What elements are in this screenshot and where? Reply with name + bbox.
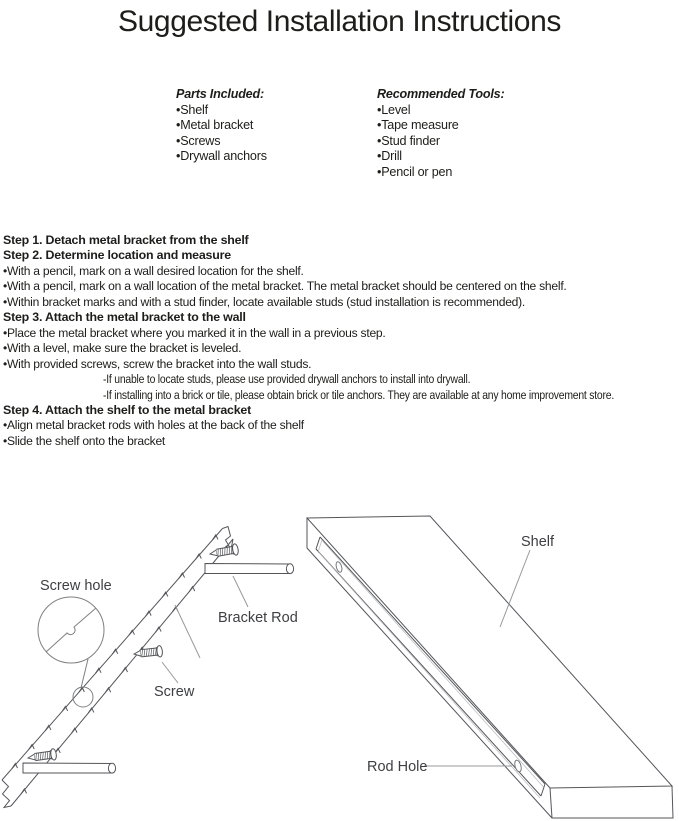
steps-section — [3, 233, 679, 449]
tools-list-item: •Drill — [377, 149, 402, 164]
screw-hole-label: Screw hole — [40, 578, 112, 594]
tools-list-item: •Pencil or pen — [377, 164, 453, 179]
bracket-leader-line — [175, 605, 200, 658]
shelf-top-face — [307, 516, 672, 788]
instruction-line: -If installing into a brick or tile, please obtain brick or tile anchors. They are available at any home improvement store. — [103, 387, 615, 402]
instruction-line: •With provided screws, screw the bracket into the wall studs. — [3, 356, 312, 371]
tools-list — [377, 103, 504, 181]
instruction-line: Step 2. Determine location and measure — [3, 248, 231, 263]
instruction-line: •With a pencil, mark on a wall location of the metal bracket. The metal bracket should be centered on the shelf. — [3, 279, 567, 294]
instruction-line: •Align metal bracket rods with holes at the back of the shelf — [3, 418, 304, 433]
bracket-bottom-break — [2, 780, 11, 808]
screw-hole-magnifier — [38, 597, 104, 707]
shelf-end-face — [550, 786, 673, 818]
magnifier-circle — [38, 597, 104, 663]
tools-list-item: •Stud finder — [377, 133, 440, 148]
parts-list — [176, 103, 267, 165]
instruction-line: •Place the metal bracket where you marked it in the wall in a previous step. — [3, 325, 386, 340]
shelf-label: Shelf — [521, 534, 555, 550]
rod-hole-label: Rod Hole — [367, 759, 428, 775]
parts-list-item: •Shelf — [176, 102, 208, 117]
screw-top-drawing — [209, 543, 239, 559]
screw-label: Screw — [154, 684, 195, 700]
parts-list-item: •Metal bracket — [176, 118, 254, 133]
parts-list-item: •Drywall anchors — [176, 149, 267, 164]
screw-middle-drawing — [133, 645, 163, 659]
instruction-line: •With a pencil, mark on a wall desired location for the shelf. — [3, 263, 304, 278]
bracket-rod-top-drawing — [205, 564, 294, 574]
tools-list-item: •Tape measure — [377, 118, 459, 133]
instruction-line: Step 1. Detach metal bracket from the shelf — [3, 233, 249, 247]
instruction-line: •With a level, make sure the bracket is leveled. — [3, 341, 242, 356]
tools-heading: Recommended Tools: — [377, 87, 505, 101]
instruction-line: -If unable to locate studs, please use provided drywall anchors to install into drywall. — [103, 372, 471, 387]
installation-diagram — [0, 488, 679, 821]
bracket-rod-bottom-drawing — [23, 763, 116, 773]
parts-included-section — [176, 87, 267, 165]
shelf-leader-line — [500, 550, 530, 627]
parts-heading: Parts Included: — [176, 87, 264, 101]
shelf-channel-highlight — [318, 540, 544, 798]
page-title: Suggested Installation Instructions — [118, 5, 561, 38]
parts-list-item: •Screws — [176, 133, 221, 148]
instruction-line: •Within bracket marks and with a stud finder, locate available studs (stud installation is recommended). — [3, 294, 526, 309]
instruction-line: •Slide the shelf onto the bracket — [3, 433, 166, 448]
screw-leader-line — [162, 662, 178, 683]
shelf-channel — [316, 537, 545, 796]
bracket-rod-leader-line — [233, 576, 248, 607]
recommended-tools-section — [377, 87, 504, 181]
tools-list-item: •Level — [377, 102, 411, 117]
instruction-line: Step 3. Attach the metal bracket to the wall — [3, 310, 246, 325]
instruction-line: Step 4. Attach the shelf to the metal bracket — [3, 402, 252, 417]
bracket-rod-label: Bracket Rod — [218, 610, 298, 626]
shelf-drawing — [307, 516, 673, 818]
screw-bottom-drawing — [27, 748, 57, 763]
